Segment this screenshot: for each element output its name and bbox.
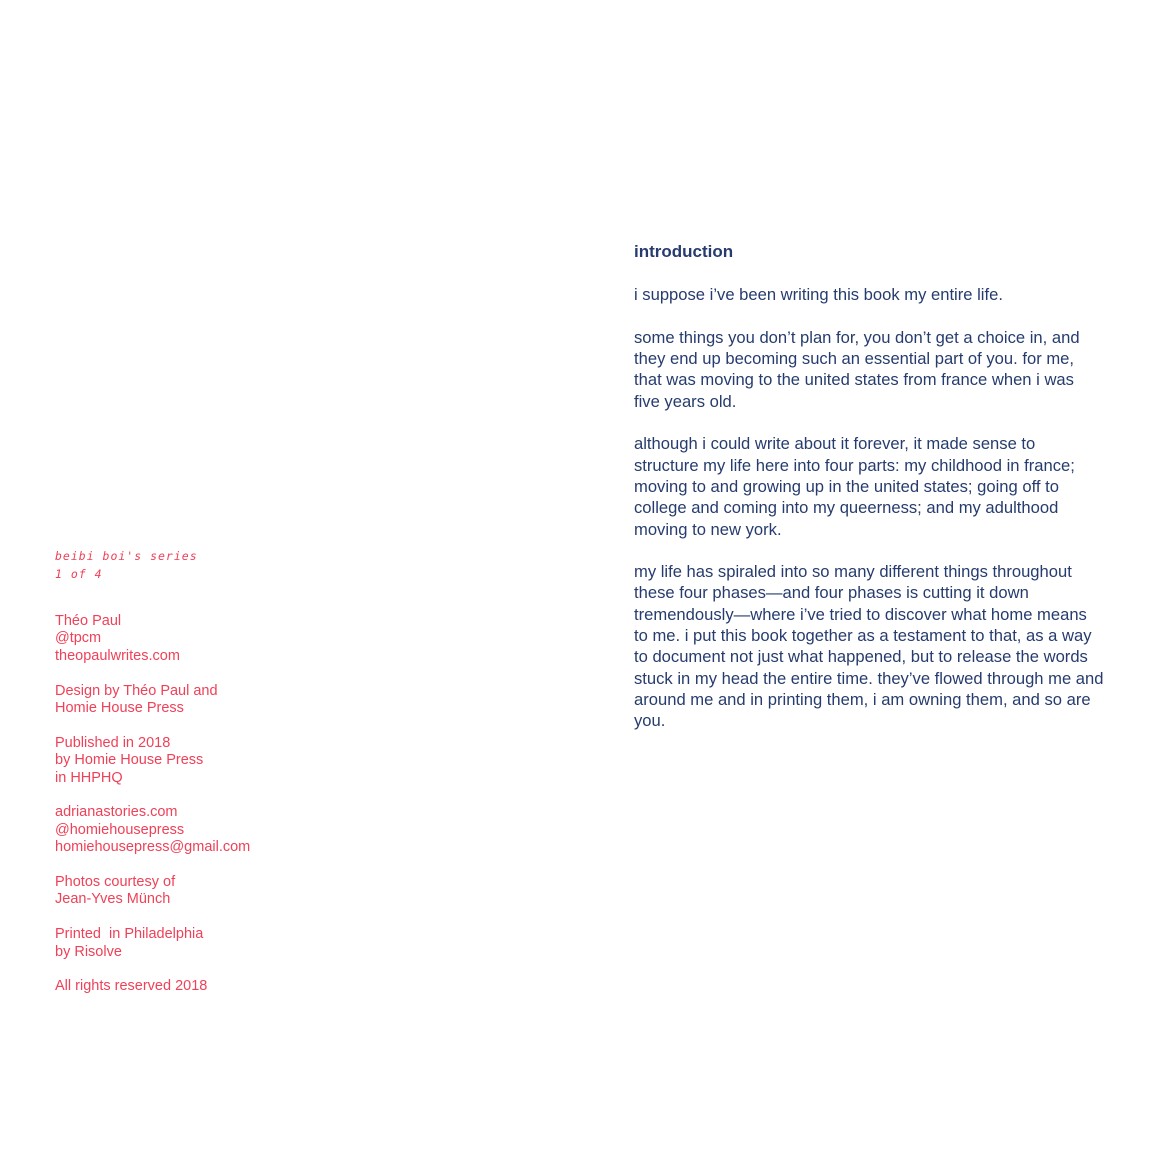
publisher-email: homiehousepress@gmail.com <box>55 839 251 856</box>
series-number: 1 of 4 <box>55 567 103 581</box>
publication-line: in HHPHQ <box>55 769 123 786</box>
intro-paragraph: some things you don’t plan for, you don’t get a choice in, and they end up becoming such an essential part of you. for me, that was moving to the united states from france when i was five years old. <box>634 327 1080 411</box>
design-credit-line: Homie House Press <box>55 700 184 717</box>
author-group <box>55 613 455 665</box>
intro-paragraph: i suppose i’ve been writing this book my entire life. <box>634 285 1003 305</box>
photo-credit-line: Photos courtesy of <box>55 874 176 891</box>
introduction-section <box>634 241 1104 753</box>
series-title: beibi boi's series <box>55 549 198 563</box>
author-website: theopaulwrites.com <box>55 647 180 664</box>
printing-line: by Risolve <box>55 943 122 960</box>
rights-line: All rights reserved 2018 <box>55 978 208 995</box>
colophon <box>55 547 455 1013</box>
intro-paragraph: although i could write about it forever, it made sense to structure my life here into four parts: my childhood in france; moving to and growing up in the united states; going off to college and coming into my queerness; and my adulthood moving to new york. <box>634 434 1075 539</box>
photo-credit-group <box>55 874 455 909</box>
publication-group <box>55 735 455 787</box>
photo-credit-line: Jean-Yves Münch <box>55 891 171 908</box>
publication-line: Published in 2018 <box>55 734 171 751</box>
publisher-contact-group <box>55 804 455 856</box>
printing-line: Printed in Philadelphia <box>55 926 204 943</box>
printing-group <box>55 926 455 961</box>
publisher-handle: @homiehousepress <box>55 821 185 838</box>
rights-group <box>55 978 455 995</box>
right-page <box>576 0 1152 1166</box>
design-credit-group <box>55 683 455 718</box>
series-block <box>55 547 455 583</box>
design-credit-line: Design by Théo Paul and <box>55 682 218 699</box>
publication-line: by Homie House Press <box>55 752 204 769</box>
publisher-website: adrianastories.com <box>55 804 178 821</box>
author-name: Théo Paul <box>55 613 122 629</box>
author-handle: @tpcm <box>55 630 102 647</box>
introduction-title: introduction <box>634 242 734 261</box>
intro-paragraph: my life has spiraled into so many different things throughout these four phases—and four phases is cutting it down tremendously—where i’ve tried to discover what home means to me. i put this book together as a testament to that, as a way to document not just what happened, but to release the words stuck in my head the entire time. they’ve flowed through me and around me and in printing them, i am owning them, and so are you. <box>634 562 1104 731</box>
